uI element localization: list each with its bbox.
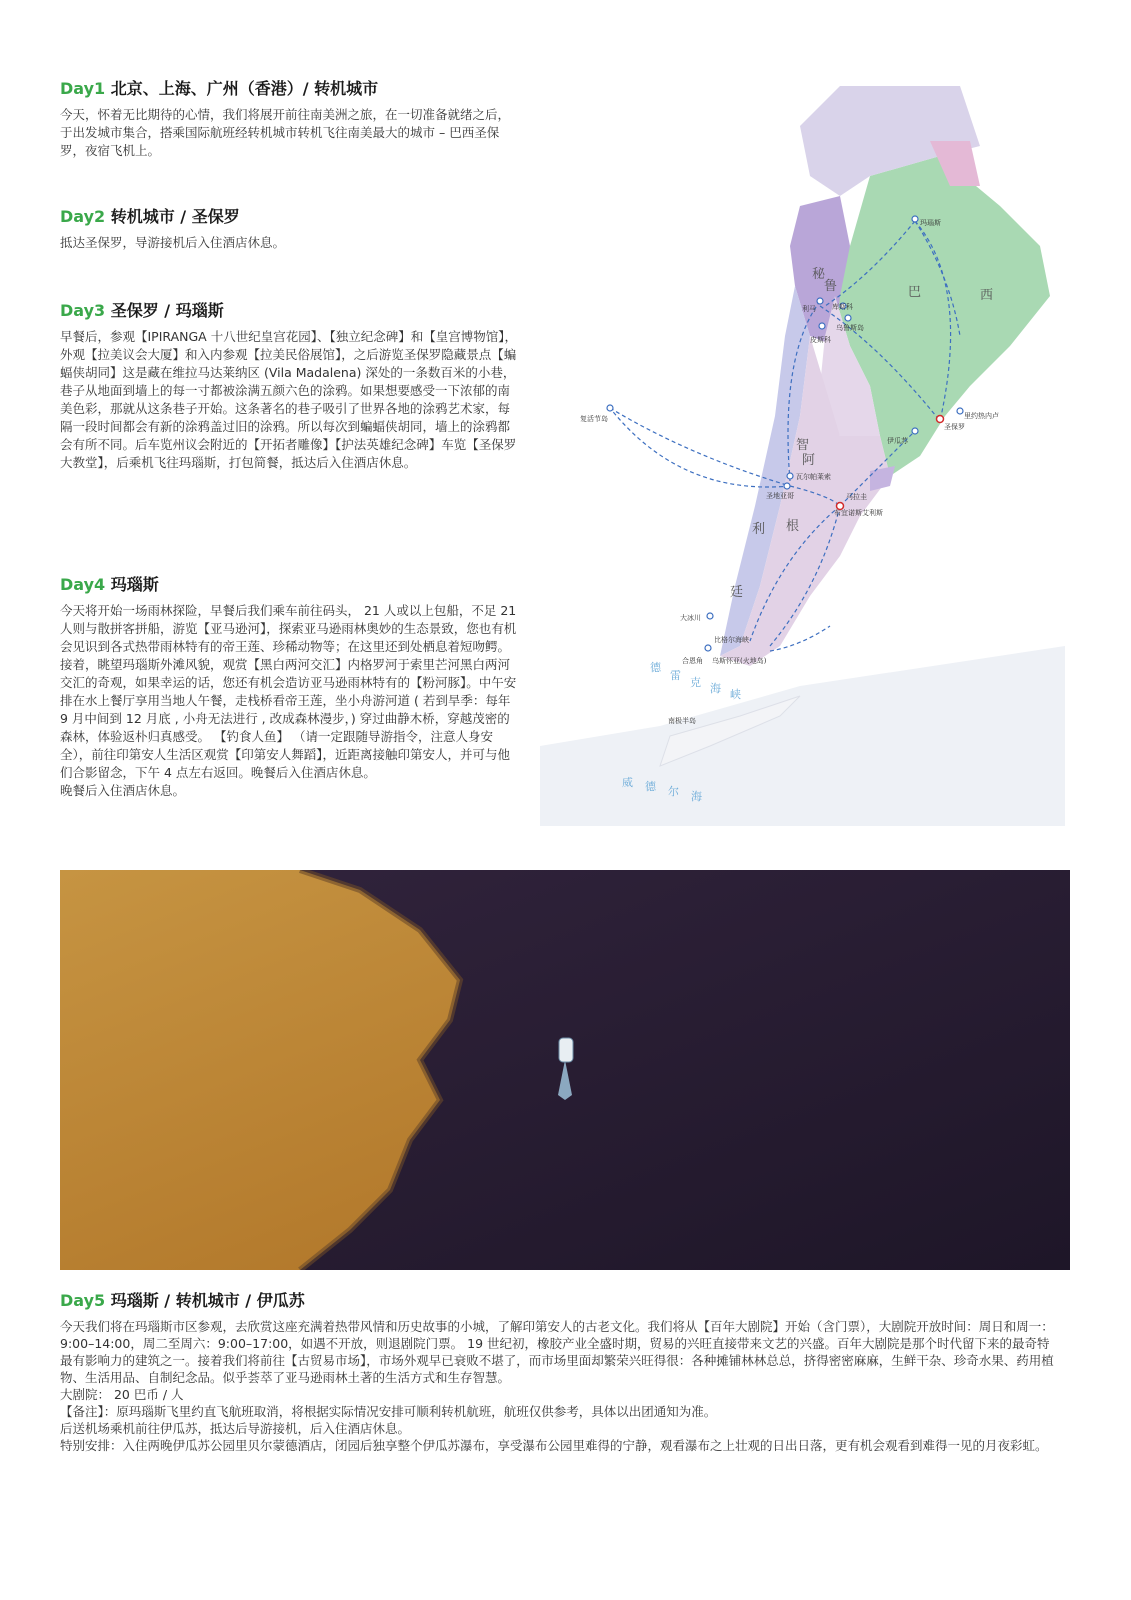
country-label: 秘 bbox=[812, 267, 826, 282]
city-marker bbox=[937, 416, 944, 423]
city-label: 马拉圭 bbox=[846, 493, 867, 501]
sea-label: 德 bbox=[645, 780, 656, 793]
city-marker bbox=[607, 405, 613, 411]
day1-title bbox=[60, 78, 520, 100]
day3-title bbox=[60, 300, 520, 322]
day-tag: Day3 bbox=[60, 301, 106, 320]
paragraph: 大剧院： 20 巴币 / 人 bbox=[60, 1387, 184, 1402]
day-title-text: 转机城市 / 圣保罗 bbox=[105, 207, 240, 226]
sea-label: 尔 bbox=[668, 785, 679, 798]
day1-body bbox=[60, 106, 520, 160]
country-label: 根 bbox=[786, 519, 800, 534]
city-label: 瓦尔帕莱索 bbox=[796, 473, 831, 481]
ocean-wash bbox=[540, 646, 1065, 826]
country-label: 巴 bbox=[908, 285, 922, 300]
city-marker bbox=[787, 473, 793, 479]
paragraph: 【备注】：原玛瑙斯飞里约直飞航班取消，将根据实际情况安排可顺利转机航班，航班仅供参考，具体以出团通知为准。 bbox=[60, 1404, 717, 1419]
city-label: 库斯科 bbox=[832, 303, 853, 311]
city-label: 利马 bbox=[802, 305, 816, 313]
paragraph: 抵达圣保罗，导游接机后入住酒店休息。 bbox=[60, 235, 286, 250]
paragraph: 今天我们将在玛瑙斯市区参观，去欣赏这座充满着热带风情和历史故事的小城，了解印第安人的古老文化。我们将从【百年大剧院】开始（含门票），大剧院开放时间：周日和周一：9:00–14:00，周二至周六：9:00–17:00，如遇不开放，则退剧院门票。 19 世纪初，橡胶产业全盛时期，贸易的兴旺直接带来文艺的兴盛。百年大剧院是那个时代留下来的最奇特最有影响力的建筑之一。接着我们将前往【古贸易市场】，市场外观早已衰败不堪了，而市场里面却繁荣兴旺得很：各种摊铺林林总总，挤得密密麻麻，生鲜干杂、珍奇水果、药用植物、生活用品、自制纪念品。似乎荟萃了亚马逊雨林土著的生活方式和生存智慧。 bbox=[60, 1319, 1054, 1385]
day-tag: Day5 bbox=[60, 1291, 106, 1310]
day4-title bbox=[60, 574, 520, 596]
sea-label: 海 bbox=[691, 790, 702, 803]
city-marker bbox=[705, 645, 711, 651]
city-label: 南极半岛 bbox=[668, 717, 696, 725]
sea-label: 德 bbox=[650, 661, 661, 674]
day1-section bbox=[60, 78, 520, 160]
day2-section bbox=[60, 206, 520, 252]
country-label: 智 bbox=[796, 438, 810, 453]
day5-title bbox=[60, 1290, 1060, 1312]
country-label: 鲁 bbox=[824, 279, 838, 294]
day5-section bbox=[60, 1290, 1060, 1454]
country-label: 利 bbox=[752, 522, 766, 537]
day3-section bbox=[60, 300, 520, 472]
city-marker bbox=[845, 315, 851, 321]
boat bbox=[559, 1038, 573, 1062]
paragraph: 晚餐后入住酒店休息。 bbox=[60, 783, 186, 798]
day-title-text: 玛瑙斯 bbox=[105, 575, 159, 594]
day-tag: Day2 bbox=[60, 207, 106, 226]
paragraph: 后送机场乘机前往伊瓜苏，抵达后导游接机，后入住酒店休息。 bbox=[60, 1421, 411, 1436]
country-label: 阿 bbox=[802, 453, 816, 468]
sea-label: 海 bbox=[710, 682, 721, 695]
day-tag: Day1 bbox=[60, 79, 106, 98]
city-label: 比格尔海峡 bbox=[714, 636, 749, 644]
day-title-text: 圣保罗 / 玛瑙斯 bbox=[105, 301, 224, 320]
city-label: 里约热内卢 bbox=[964, 412, 999, 420]
day-tag: Day4 bbox=[60, 575, 106, 594]
city-label: 复活节岛 bbox=[580, 415, 608, 423]
city-label: 皮斯科 bbox=[810, 336, 831, 344]
route-map bbox=[540, 86, 1065, 826]
city-label: 伊瓜苏 bbox=[887, 437, 908, 445]
sea-label: 雷 bbox=[670, 669, 681, 682]
city-marker bbox=[957, 408, 963, 414]
sea-label: 威 bbox=[622, 776, 633, 789]
day4-section bbox=[60, 574, 520, 800]
day-title-text: 北京、上海、广州（香港）/ 转机城市 bbox=[105, 79, 379, 98]
city-marker bbox=[912, 428, 918, 434]
city-marker bbox=[784, 483, 790, 489]
city-marker bbox=[707, 613, 713, 619]
city-marker bbox=[817, 298, 823, 304]
paragraph: 今天将开始一场雨林探险，早餐后我们乘车前往码头， 21 人或以上包船，不足 21 人则与散拼客拼船，游览【亚马逊河】，探索亚马逊雨林奥妙的生态景致，您也有机会见识到各式热带雨林特有的帝王莲、珍稀动物等；在这里还到处栖息着短吻鳄。接着，眺望玛瑙斯外滩风貌，观赏【黑白两河交汇】内格罗河于索里芒河黑白两河交汇的奇观，如果幸运的话，您还有机会造访亚马逊雨林特有的【粉河豚】。中午安排在水上餐厅享用当地人午餐，走栈桥看帝王莲，坐小舟游河道 ( 若到旱季：每年 9 月中间到 12 月底 , 小舟无法进行 , 改成森林漫步，) 穿过曲静木桥，穿越茂密的森林，体验返朴归真感受。 【钓食人鱼】 （请一定跟随导游指令，注意人身安全），前往印第安人生活区观赏【印第安人舞蹈】，近距离接触印第安人，并可与他们合影留念，下午 4 点左右返回。晚餐后入住酒店休息。 bbox=[60, 603, 517, 780]
day3-body bbox=[60, 328, 520, 472]
day4-body bbox=[60, 602, 520, 800]
city-marker bbox=[819, 323, 825, 329]
city-label: 圣保罗 bbox=[944, 423, 965, 431]
city-label: 乌斯怀亚(火地岛) bbox=[712, 657, 767, 665]
day2-body bbox=[60, 234, 520, 252]
country-label: 廷 bbox=[730, 585, 744, 600]
day-title-text: 玛瑙斯 / 转机城市 / 伊瓜苏 bbox=[105, 1291, 305, 1310]
city-label: 圣地亚哥 bbox=[766, 492, 794, 500]
city-label: 布宜诺斯艾利斯 bbox=[834, 509, 883, 517]
city-label: 玛瑙斯 bbox=[920, 219, 941, 227]
day2-title bbox=[60, 206, 520, 228]
paragraph: 今天，怀着无比期待的心情，我们将展开前往南美洲之旅，在一切准备就绪之后，于出发城市集合，搭乘国际航班经转机城市转机飞往南美最大的城市 – 巴西圣保罗，夜宿飞机上。 bbox=[60, 107, 511, 158]
sea-label: 克 bbox=[690, 676, 701, 689]
sea-label: 峡 bbox=[730, 688, 741, 701]
city-marker bbox=[912, 216, 918, 222]
paragraph: 早餐后，参观【IPIRANGA 十八世纪皇宫花园】、【独立纪念碑】和【皇宫博物馆】， 外观【拉美议会大厦】和入内参观【拉美民俗展馆】，之后游览圣保罗隐藏景点【蝙蝠侠胡同】这是藏在维拉马达莱纳区 (Vila Madalena) 深处的一条数百米的小巷，巷子从地面到墙上的每一寸都被涂满五颜六色的涂鸦。如果想要感受一下浓郁的南美色彩，那就从这条巷子开始。这条著名的巷子吸引了世界各地的涂鸦艺术家，每隔一段时间都会有新的涂鸦盖过旧的涂鸦。所以每次到蝙蝠侠胡同，墙上的涂鸦都会有所不同。后车览州议会附近的【开拓者雕像】【护法英雄纪念碑】车览【圣保罗大教堂】，后乘机飞往玛瑙斯，打包简餐，抵达后入住酒店休息。 bbox=[60, 329, 517, 470]
country-label: 西 bbox=[980, 288, 994, 303]
city-label: 乌鲁斯岛 bbox=[836, 324, 864, 332]
city-label: 合恩角 bbox=[682, 657, 703, 665]
day5-body bbox=[60, 1318, 1060, 1454]
city-label: 大冰川 bbox=[680, 614, 701, 622]
paragraph: 特别安排：入住两晚伊瓜苏公园里贝尔蒙德酒店，闭园后独享整个伊瓜苏瀑布，享受瀑布公园里难得的宁静，观看瀑布之上壮观的日出日落，更有机会观看到难得一见的月夜彩虹。 bbox=[60, 1438, 1048, 1453]
meeting-of-waters-photo bbox=[60, 870, 1070, 1270]
